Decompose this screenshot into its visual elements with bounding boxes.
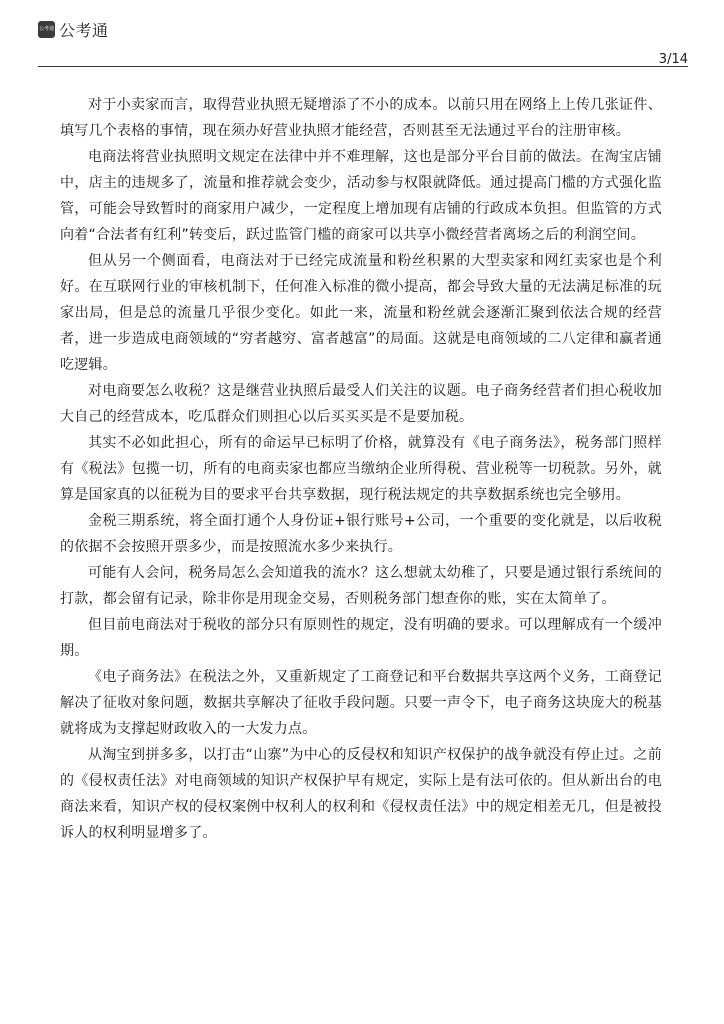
paragraph: 可能有人会问，税务局怎么会知道我的流水？这么想就太幼稚了，只要是通过银行系统间的打款，都会留有记录，除非你是用现金交易，否则税务部门想查你的账，实在太简单了。: [60, 565, 662, 607]
brand-logo: [38, 18, 109, 41]
paragraph: 但目前电商法对于税收的部分只有原则性的规定，没有明确的要求。可以理解成有一个缓冲期。: [60, 617, 662, 659]
document-body: [60, 92, 662, 846]
logo-text: 公考通: [59, 21, 109, 40]
paragraph: 金税三期系统，将全面打通个人身份证+银行账号+公司，一个重要的变化就是，以后收税的依据不会按照开票多少，而是按照流水多少来执行。: [60, 513, 662, 555]
paragraph: 对电商要怎么收税？这是继营业执照后最受人们关注的议题。电子商务经营者们担心税收加大自己的经营成本，吃瓜群众们则担心以后买买买是不是要加税。: [60, 383, 662, 425]
paragraph: 从淘宝到拼多多，以打击“山寨”为中心的反侵权和知识产权保护的战争就没有停止过。之前的《侵权责任法》对电商领域的知识产权保护早有规定，实际上是有法可依的。但从新出台的电商法来看，知识产权的侵权案例中权利人的权利和《侵权责任法》中的规定相差无几，但是被投诉人的权利明显增多了。: [60, 747, 662, 841]
paragraph: 《电子商务法》在税法之外，又重新规定了工商登记和平台数据共享这两个义务，工商登记解决了征收对象问题，数据共享解决了征收手段问题。只要一声令下，电子商务这块庞大的税基就将成为支撑起财政收入的一大发力点。: [60, 669, 662, 737]
paragraph: 其实不必如此担心，所有的命运早已标明了价格，就算没有《电子商务法》，税务部门照样有《税法》包揽一切，所有的电商卖家也都应当缴纳企业所得税、营业税等一切税款。另外，就算是国家真的以征税为目的要求平台共享数据，现行税法规定的共享数据系统也完全够用。: [60, 435, 662, 503]
page-header: [38, 14, 688, 67]
page-number: 3/14: [658, 52, 688, 67]
paragraph: 对于小卖家而言，取得营业执照无疑增添了不小的成本。以前只用在网络上上传几张证件、填写几个表格的事情，现在须办好营业执照才能经营，否则甚至无法通过平台的注册审核。: [60, 97, 662, 139]
paragraph: 电商法将营业执照明文规定在法律中并不难理解，这也是部分平台目前的做法。在淘宝店铺中，店主的违规多了，流量和推荐就会变少，活动参与权限就降低。通过提高门槛的方式强化监管，可能会导致暂时的商家用户减少，一定程度上增加现有店铺的行政成本负担。但监管的方式向着“合法者有红利”转变后，跃过监管门槛的商家可以共享小微经营者离场之后的利润空间。: [60, 149, 662, 243]
paragraph: 但从另一个侧面看，电商法对于已经完成流量和粉丝积累的大型卖家和网红卖家也是个利好。在互联网行业的审核机制下，任何准入标准的微小提高，都会导致大量的无法满足标准的玩家出局，但是总的流量几乎很少变化。如此一来，流量和粉丝就会逐渐汇聚到依法合规的经营者，进一步造成电商领域的“穷者越穷、富者越富”的局面。这就是电商领域的二八定律和赢者通吃逻辑。: [60, 253, 662, 373]
logo-badge-icon: 公考通: [38, 21, 55, 38]
